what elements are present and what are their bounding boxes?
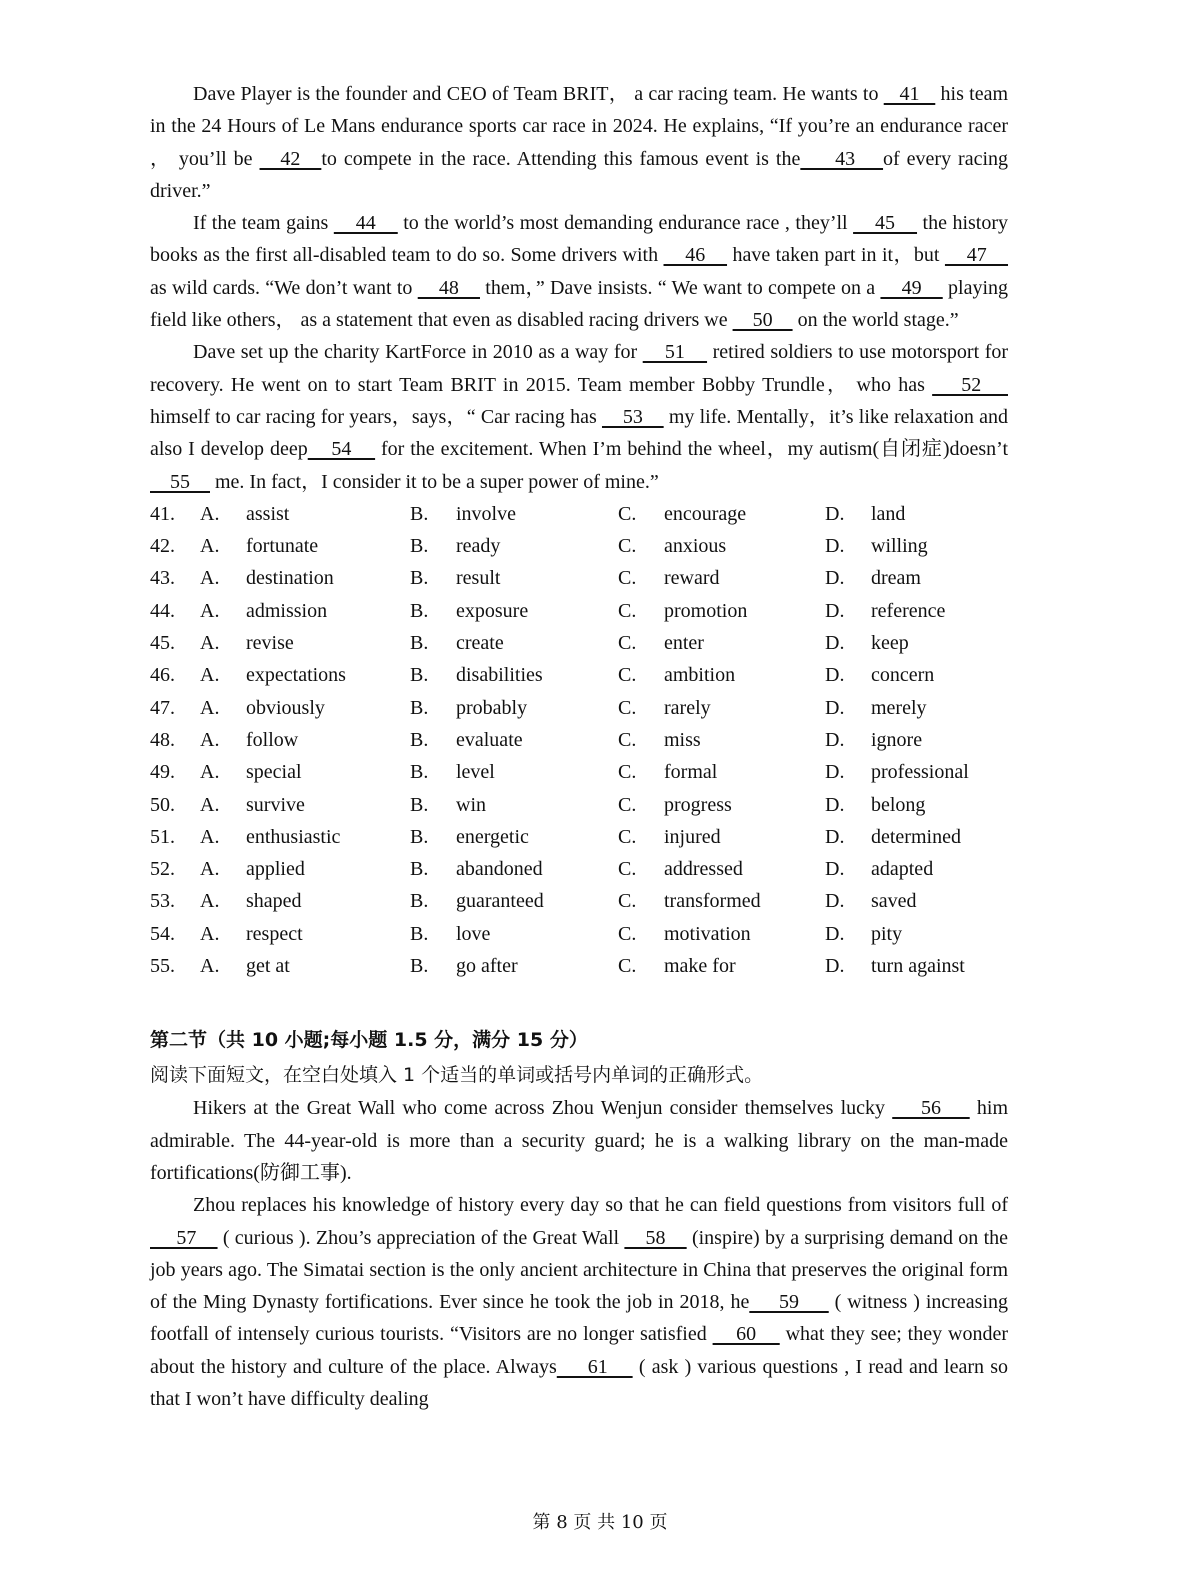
option-letter: D. [825, 955, 845, 978]
option-letter: D. [825, 664, 845, 687]
option-a[interactable] [200, 595, 410, 627]
passage-text: have taken part in it，but [727, 244, 945, 267]
option-b[interactable] [410, 756, 618, 788]
page-footer: 第 8 页 共 10 页 [532, 1512, 668, 1533]
option-letter: A. [200, 664, 220, 687]
option-text: ready [456, 535, 501, 558]
passage-text: ( curious ). Zhou’s appreciation of the Great Wall [217, 1226, 625, 1249]
question-number: 48. [150, 728, 175, 751]
option-c[interactable] [618, 627, 825, 659]
option-text: determined [871, 825, 961, 848]
option-b[interactable] [410, 595, 618, 627]
option-c[interactable] [618, 562, 825, 594]
option-d[interactable] [825, 918, 1005, 950]
option-text: merely [871, 696, 927, 719]
option-text: land [871, 502, 906, 525]
option-letter: D. [825, 793, 845, 816]
option-text: disabilities [456, 664, 543, 687]
passage-text: Dave set up the charity KartForce in 2010 as a way for [193, 341, 643, 364]
option-letter: A. [200, 793, 220, 816]
passage-text: them，” Dave insists. “ We want to compete on a [479, 276, 881, 299]
option-letter: A. [200, 567, 220, 590]
option-letter: D. [825, 761, 845, 784]
option-a[interactable] [200, 821, 410, 853]
option-d[interactable] [825, 595, 1005, 627]
option-letter: B. [410, 664, 429, 687]
option-c[interactable] [618, 498, 825, 530]
option-letter: D. [825, 567, 845, 590]
option-letter: B. [410, 599, 429, 622]
option-letter: C. [618, 858, 637, 881]
option-a[interactable] [200, 530, 410, 562]
option-a[interactable] [200, 498, 410, 530]
passage-text: (inspire) by a surprising demand on the job years ago. The Simatai section is the only ancient architecture in China that preserves the original form of the Ming Dynasty fortifications. Ever since he took the job in 2018, he [150, 1226, 1009, 1314]
option-text: evaluate [456, 728, 523, 751]
option-letter: A. [200, 955, 220, 978]
option-d[interactable] [825, 530, 1005, 562]
passage-text: as wild cards. “We don’t want to [150, 276, 418, 299]
option-a[interactable] [200, 950, 410, 982]
option-row [150, 918, 1008, 950]
option-a[interactable] [200, 562, 410, 594]
option-text: win [456, 793, 486, 816]
option-text: injured [664, 825, 721, 848]
option-text: formal [664, 761, 718, 784]
answer-blank[interactable]: 42 [259, 147, 322, 170]
option-letter: D. [825, 890, 845, 913]
option-letter: D. [825, 535, 845, 558]
option-row [150, 885, 1008, 917]
option-row [150, 692, 1008, 724]
option-text: concern [871, 664, 935, 687]
passage-text: me. In fact，I consider it to be a super power of mine.” [210, 470, 659, 493]
passage-text: him admirable. The 44-year-old is more than a security guard; he is a walking library on the man-made fortifications(防御工事). [150, 1097, 1008, 1184]
option-text: miss [664, 728, 701, 751]
question-number: 46. [150, 664, 175, 687]
answer-blank[interactable]: 53 [601, 405, 664, 428]
option-letter: C. [618, 793, 637, 816]
question-number: 50. [150, 793, 175, 816]
option-text: shaped [246, 890, 302, 913]
option-letter: D. [825, 825, 845, 848]
option-text: energetic [456, 825, 529, 848]
option-c[interactable] [618, 530, 825, 562]
option-letter: C. [618, 599, 637, 622]
option-a[interactable] [200, 885, 410, 917]
option-a[interactable] [200, 627, 410, 659]
option-letter: A. [200, 696, 220, 719]
option-text: exposure [456, 599, 529, 622]
option-d[interactable] [825, 692, 1005, 724]
option-text: probably [456, 696, 528, 719]
option-c[interactable] [618, 821, 825, 853]
option-text: follow [246, 728, 299, 751]
option-letter: D. [825, 922, 845, 945]
option-b[interactable] [410, 821, 618, 853]
option-text: dream [871, 567, 921, 590]
option-text: saved [871, 890, 917, 913]
option-a[interactable] [200, 724, 410, 756]
answer-blank[interactable]: 50 [732, 309, 793, 332]
question-number: 45. [150, 632, 175, 655]
passage2-paragraph2 [150, 1189, 1008, 1415]
section-heading: 第二节（共 10 小题;每小题 1.5 分，满分 15 分） [150, 1029, 588, 1052]
answer-blank[interactable]: 60 [712, 1323, 780, 1346]
option-letter: B. [410, 567, 429, 590]
option-text: motivation [664, 922, 751, 945]
option-letter: A. [200, 761, 220, 784]
option-letter: B. [410, 696, 429, 719]
option-text: admission [246, 599, 328, 622]
option-text: turn against [871, 955, 965, 978]
passage-text: to the world’s most demanding endurance race , they’ll [397, 212, 854, 235]
passage-text: of every racing driver.” [150, 147, 1009, 202]
option-text: obviously [246, 696, 325, 719]
option-text: encourage [664, 502, 747, 525]
option-letter: A. [200, 502, 220, 525]
option-row [150, 756, 1008, 788]
option-row [150, 789, 1008, 821]
answer-blank[interactable]: 61 [556, 1355, 633, 1378]
option-b[interactable] [410, 562, 618, 594]
option-text: assist [246, 502, 290, 525]
option-text: respect [246, 922, 303, 945]
option-text: enthusiastic [246, 825, 341, 848]
answer-blank[interactable]: 55 [150, 470, 210, 493]
option-letter: A. [200, 599, 220, 622]
option-letter: B. [410, 535, 429, 558]
option-text: applied [246, 858, 305, 881]
option-b[interactable] [410, 885, 618, 917]
option-letter: C. [618, 890, 637, 913]
option-text: revise [246, 632, 294, 655]
option-d[interactable] [825, 498, 1005, 530]
option-text: reference [871, 599, 946, 622]
option-b[interactable] [410, 627, 618, 659]
option-letter: C. [618, 825, 637, 848]
option-text: go after [456, 955, 518, 978]
option-letter: C. [618, 567, 637, 590]
option-text: addressed [664, 858, 743, 881]
option-text: destination [246, 567, 334, 590]
answer-blank[interactable]: 51 [642, 341, 708, 364]
passage-text: his team in the 24 Hours of Le Mans endurance sports car race in 2024. He explains, “If you’re an endurance racer ， you’ll be [150, 83, 1009, 170]
option-row [150, 595, 1008, 627]
option-c[interactable] [618, 595, 825, 627]
option-text: professional [871, 761, 969, 784]
option-row [150, 530, 1008, 562]
option-text: survive [246, 793, 305, 816]
question-number: 49. [150, 761, 175, 784]
option-row [150, 950, 1008, 982]
option-a[interactable] [200, 659, 410, 691]
option-letter: C. [618, 632, 637, 655]
answer-blank[interactable]: 54 [307, 438, 376, 461]
passage-text: If the team gains [193, 212, 334, 235]
option-c[interactable] [618, 853, 825, 885]
answer-blank[interactable]: 59 [749, 1291, 829, 1314]
option-text: reward [664, 567, 720, 590]
option-d[interactable] [825, 724, 1005, 756]
option-text: promotion [664, 599, 748, 622]
question-number: 41. [150, 502, 175, 525]
question-number: 43. [150, 567, 175, 590]
option-text: anxious [664, 535, 727, 558]
passage-text: Zhou replaces his knowledge of history every day so that he can field questions from visitors full of [193, 1194, 1008, 1217]
option-d[interactable] [825, 562, 1005, 594]
option-c[interactable] [618, 659, 825, 691]
option-letter: C. [618, 535, 637, 558]
option-d[interactable] [825, 627, 1005, 659]
option-b[interactable] [410, 918, 618, 950]
option-a[interactable] [200, 789, 410, 821]
option-letter: A. [200, 632, 220, 655]
passage-text: what they see; they wonder about the history and culture of the place. Always [150, 1323, 1008, 1378]
option-text: result [456, 567, 501, 590]
passage-text: the history books as the first all-disabled team to do so. Some drivers with [150, 212, 1009, 267]
option-text: adapted [871, 858, 934, 881]
option-a[interactable] [200, 853, 410, 885]
option-letter: C. [618, 922, 637, 945]
option-row [150, 627, 1008, 659]
option-d[interactable] [825, 885, 1005, 917]
option-b[interactable] [410, 498, 618, 530]
answer-blank[interactable]: 45 [853, 212, 918, 235]
question-number: 42. [150, 535, 175, 558]
options-list [150, 498, 1008, 982]
option-letter: A. [200, 922, 220, 945]
option-b[interactable] [410, 692, 618, 724]
option-text: get at [246, 955, 290, 978]
option-text: belong [871, 793, 926, 816]
option-c[interactable] [618, 885, 825, 917]
option-letter: A. [200, 825, 220, 848]
option-c[interactable] [618, 692, 825, 724]
passage-text: retired soldiers to use motorsport for recovery. He went on to start Team BRIT in 2015. Team member Bobby Trundle， who has [150, 341, 1009, 396]
option-row [150, 498, 1008, 530]
option-b[interactable] [410, 789, 618, 821]
option-letter: B. [410, 825, 429, 848]
option-row [150, 821, 1008, 853]
option-c[interactable] [618, 950, 825, 982]
answer-blank[interactable]: 46 [663, 244, 728, 267]
option-d[interactable] [825, 756, 1005, 788]
option-letter: B. [410, 955, 429, 978]
answer-blank[interactable]: 58 [624, 1226, 687, 1249]
option-text: enter [664, 632, 704, 655]
option-a[interactable] [200, 756, 410, 788]
option-row [150, 659, 1008, 691]
option-d[interactable] [825, 821, 1005, 853]
page-content [150, 78, 1008, 1415]
option-b[interactable] [410, 530, 618, 562]
passage-text: Hikers at the Great Wall who come across Zhou Wenjun consider themselves lucky [193, 1097, 893, 1120]
passage-text: my life. Mentally，it’s like relaxation and also I develop deep [150, 405, 1009, 461]
passage-text: ( witness ) increasing footfall of intensely curious tourists. “Visitors are no longer satisfied [150, 1291, 1009, 1346]
option-letter: D. [825, 696, 845, 719]
passage1-paragraph3 [150, 336, 1008, 497]
option-b[interactable] [410, 853, 618, 885]
option-letter: B. [410, 922, 429, 945]
answer-blank[interactable]: 48 [417, 276, 480, 299]
option-b[interactable] [410, 724, 618, 756]
option-letter: C. [618, 955, 637, 978]
option-letter: D. [825, 632, 845, 655]
option-c[interactable] [618, 756, 825, 788]
option-text: ambition [664, 664, 736, 687]
section-instruction: 阅读下面短文，在空白处填入 1 个适当的单词或括号内单词的正确形式。 [150, 1064, 764, 1087]
passage-text: on the world stage.” [792, 309, 959, 332]
answer-blank[interactable]: 44 [333, 212, 398, 235]
option-b[interactable] [410, 950, 618, 982]
question-number: 53. [150, 890, 175, 913]
option-d[interactable] [825, 950, 1005, 982]
option-text: keep [871, 632, 909, 655]
passage-text: himself to car racing for years，says，“ Car racing has [150, 405, 602, 428]
option-text: make for [664, 955, 736, 978]
option-text: willing [871, 535, 928, 558]
option-letter: D. [825, 599, 845, 622]
option-row [150, 724, 1008, 756]
passage-text: ( ask ) various questions , I read and learn so that I won’t have difficulty dealing [150, 1355, 1009, 1410]
option-text: involve [456, 502, 516, 525]
option-c[interactable] [618, 918, 825, 950]
passage1-paragraph2 [150, 207, 1008, 336]
question-number: 47. [150, 696, 175, 719]
option-letter: A. [200, 890, 220, 913]
answer-blank[interactable]: 52 [932, 373, 1008, 396]
passage-text: for the excitement. When I’m behind the wheel，my autism(自闭症)doesn’t [375, 438, 1009, 461]
option-b[interactable] [410, 659, 618, 691]
answer-blank[interactable]: 43 [800, 147, 884, 170]
option-letter: B. [410, 728, 429, 751]
option-text: create [456, 632, 504, 655]
option-letter: D. [825, 502, 845, 525]
option-text: abandoned [456, 858, 543, 881]
option-text: level [456, 761, 495, 784]
option-letter: A. [200, 535, 220, 558]
option-text: transformed [664, 890, 761, 913]
answer-blank[interactable]: 47 [944, 244, 1009, 267]
option-letter: C. [618, 728, 637, 751]
option-letter: C. [618, 502, 637, 525]
option-text: special [246, 761, 302, 784]
question-number: 54. [150, 922, 175, 945]
option-d[interactable] [825, 659, 1005, 691]
option-letter: B. [410, 632, 429, 655]
option-text: pity [871, 922, 903, 945]
option-text: progress [664, 793, 732, 816]
option-d[interactable] [825, 853, 1005, 885]
option-letter: C. [618, 696, 637, 719]
option-letter: D. [825, 728, 845, 751]
question-number: 51. [150, 825, 175, 848]
option-letter: B. [410, 858, 429, 881]
passage-text: Dave Player is the founder and CEO of Team BRIT， a car racing team. He wants to [193, 83, 884, 105]
option-c[interactable] [618, 724, 825, 756]
option-row [150, 853, 1008, 885]
answer-blank[interactable]: 41 [883, 83, 936, 105]
option-text: ignore [871, 728, 923, 751]
question-number: 52. [150, 858, 175, 881]
option-letter: B. [410, 793, 429, 816]
question-number: 55. [150, 955, 175, 978]
passage1-paragraph1 [150, 78, 1008, 207]
passage-text: to compete in the race. Attending this famous event is the [321, 147, 801, 170]
question-number: 44. [150, 599, 175, 622]
answer-blank[interactable]: 49 [880, 276, 943, 299]
option-letter: B. [410, 502, 429, 525]
option-letter: C. [618, 761, 637, 784]
answer-blank[interactable]: 56 [892, 1097, 970, 1120]
option-letter: D. [825, 858, 845, 881]
answer-blank[interactable]: 57 [150, 1226, 218, 1249]
option-letter: B. [410, 761, 429, 784]
option-a[interactable] [200, 918, 410, 950]
option-c[interactable] [618, 789, 825, 821]
option-row [150, 562, 1008, 594]
option-letter: A. [200, 728, 220, 751]
option-letter: B. [410, 890, 429, 913]
option-text: love [456, 922, 491, 945]
option-letter: A. [200, 858, 220, 881]
option-text: guaranteed [456, 890, 544, 913]
option-text: rarely [664, 696, 711, 719]
passage-text: playing field like others， as a statement that even as disabled racing drivers we [150, 276, 1009, 332]
passage2-paragraph1 [150, 1092, 1008, 1189]
option-text: expectations [246, 664, 346, 687]
option-d[interactable] [825, 789, 1005, 821]
option-a[interactable] [200, 692, 410, 724]
option-text: fortunate [246, 535, 319, 558]
option-letter: C. [618, 664, 637, 687]
